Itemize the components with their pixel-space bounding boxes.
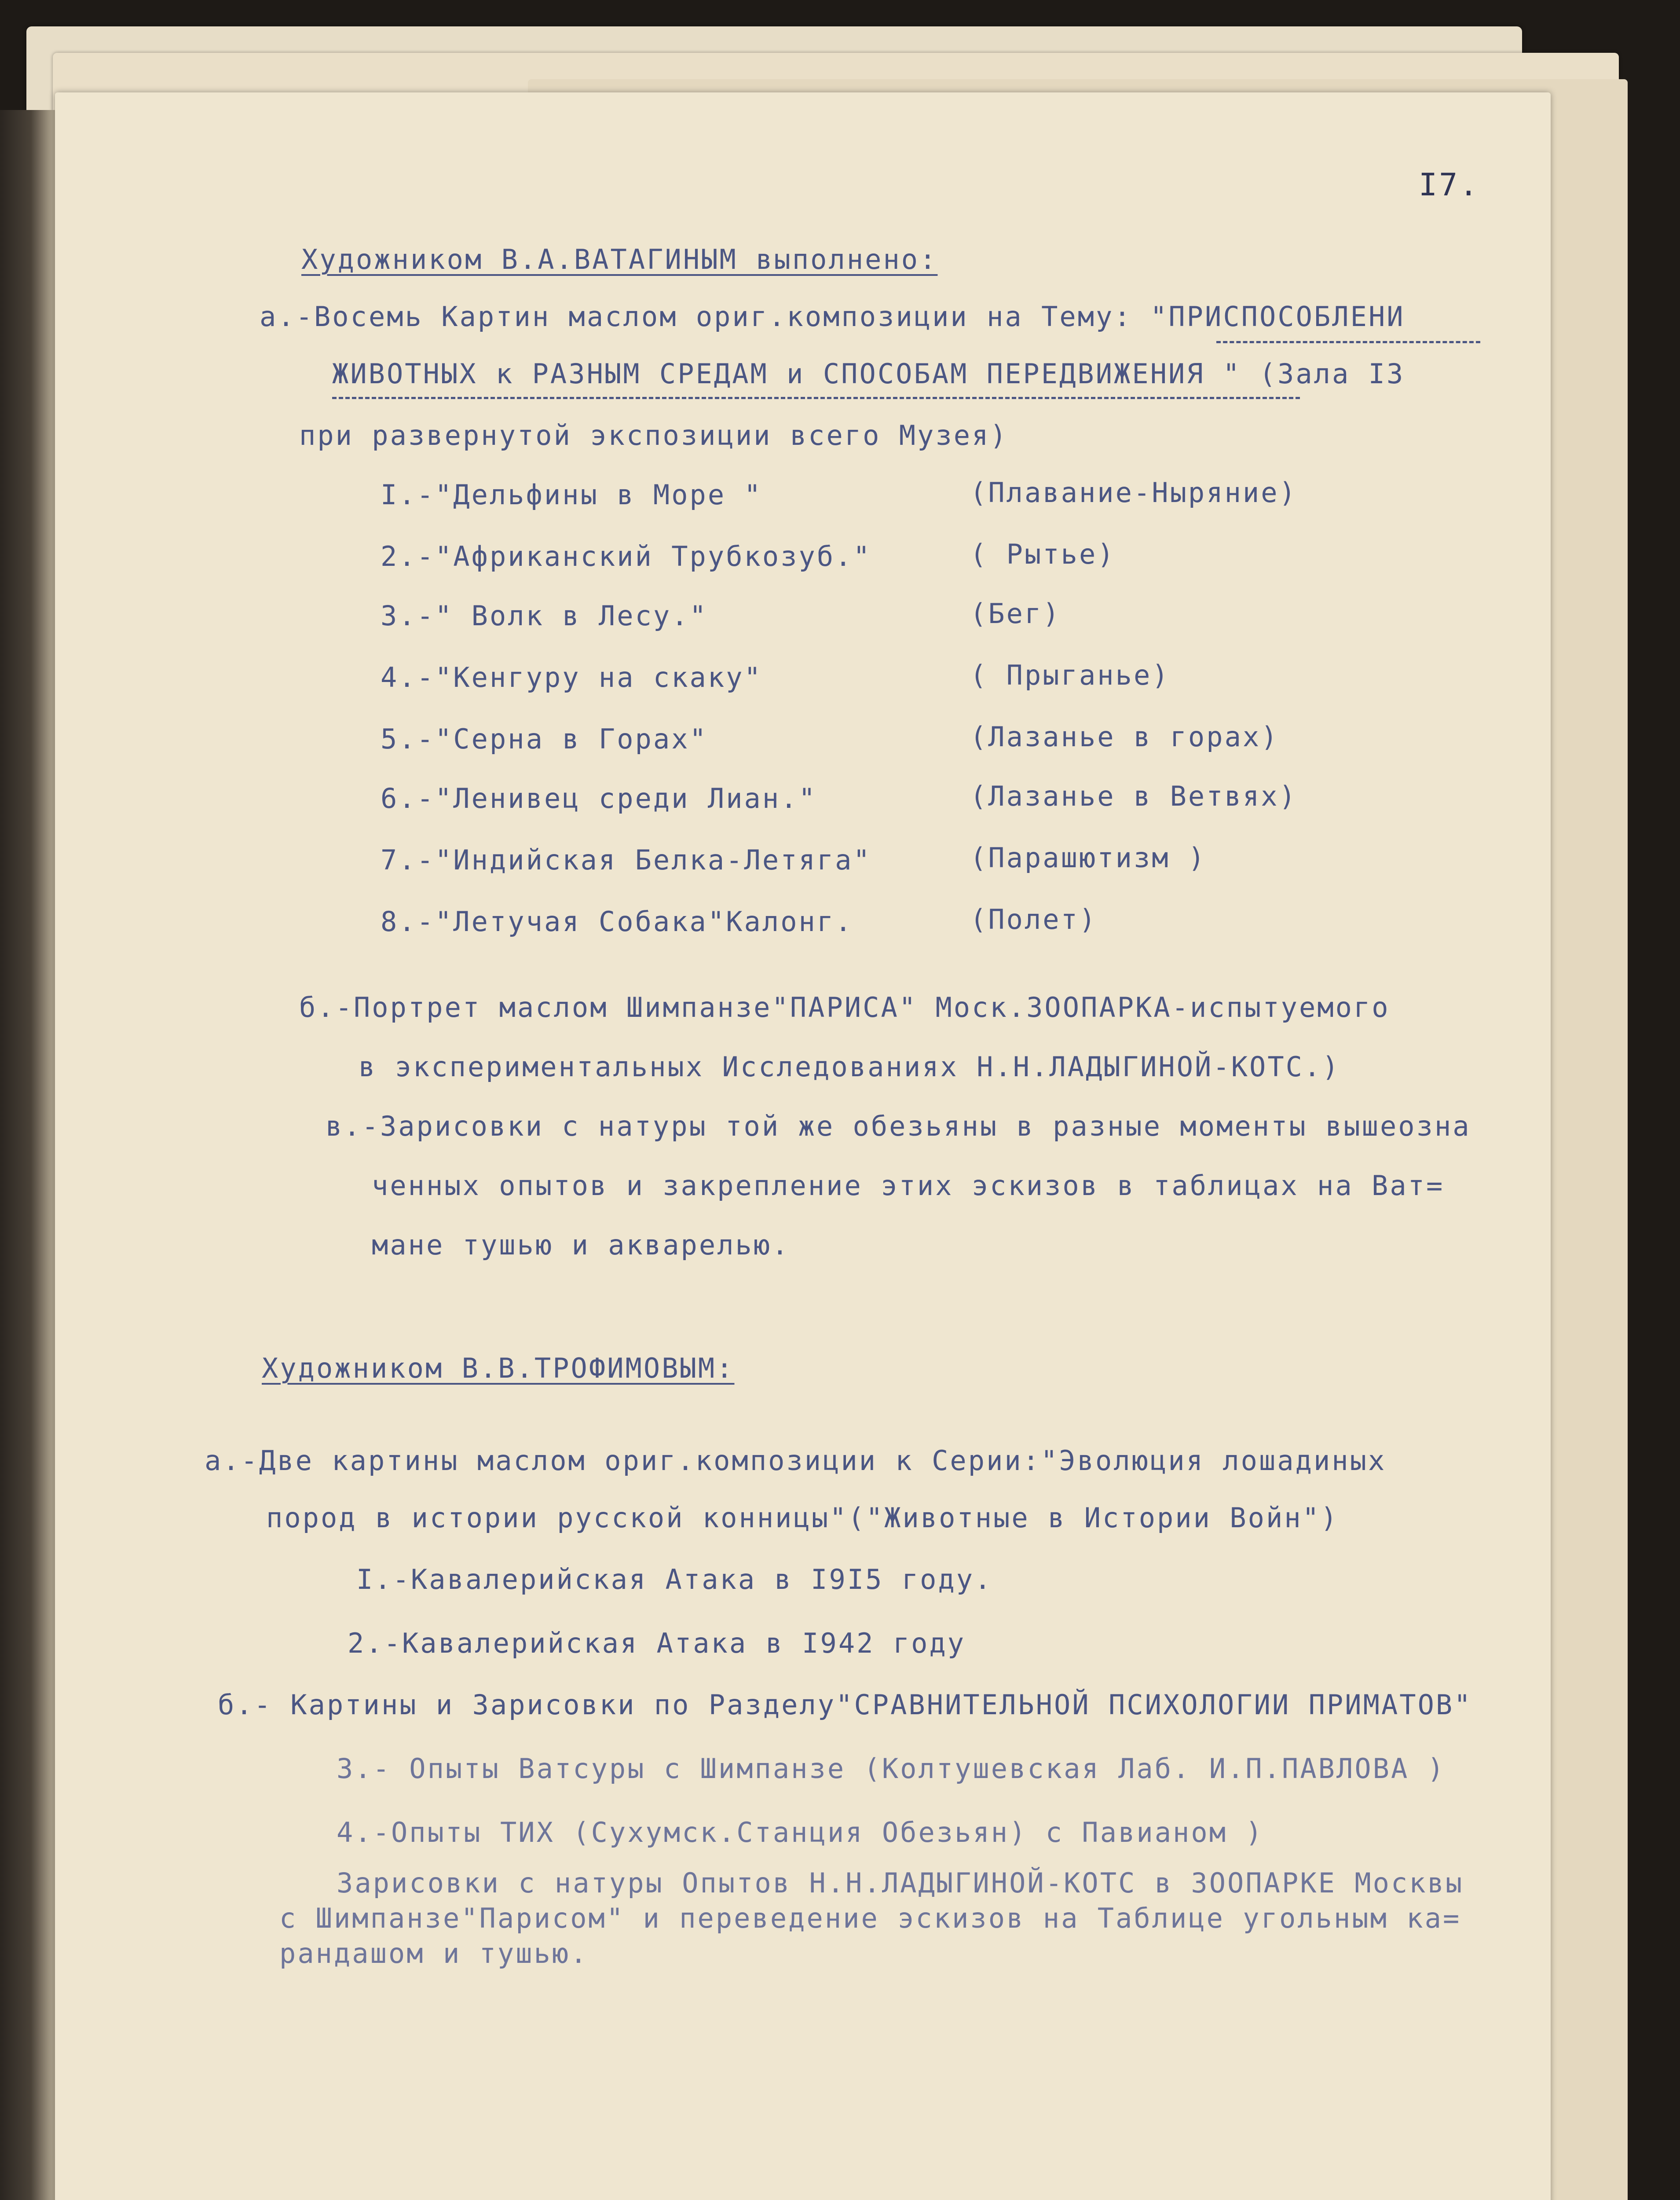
text-line: в экспериментальных Исследованиях Н.Н.ЛАДЫГИНОЙ-КОТС.) — [359, 1051, 1340, 1083]
painting-title: 2.-Кавалерийская Атака в I942 году — [348, 1627, 966, 1659]
painting-note: (Парашютизм ) — [970, 842, 1207, 874]
text-line: Зарисовки с натуры Опытов Н.Н.ЛАДЫГИНОЙ-КОТС в ЗООПАРКЕ Москвы — [337, 1867, 1464, 1899]
painting-title: 2.-"Африканский Трубкозуб." — [381, 540, 871, 572]
painting-title: I.-"Дельфины в Море " — [381, 479, 762, 511]
text-line: мане тушью и акварелью. — [372, 1229, 790, 1261]
painting-note: (Бег) — [970, 598, 1061, 630]
painting-title: 8.-"Летучая Собака"Калонг. — [381, 906, 853, 938]
text-line: б.- Картины и Зарисовки по Разделу"СРАВНИТЕЛЬНОЙ ПСИХОЛОГИИ ПРИМАТОВ" — [218, 1689, 1472, 1721]
text-line: б.-Портрет маслом Шимпанзе"ПАРИСА" Моск.ЗООПАРКА-испытуемого — [299, 991, 1390, 1023]
text-line: ЖИВОТНЫХ к РАЗНЫМ СРЕДАМ и СПОСОБАМ ПЕРЕДВИЖЕНИЯ " (Зала I3 — [332, 358, 1405, 390]
text-line: с Шимпанзе"Парисом" и переведение эскизов на Таблице угольным ка= — [279, 1902, 1461, 1934]
painting-title: 6.-"Ленивец среди Лиан." — [381, 782, 817, 814]
text-line: а.-Восемь Картин маслом ориг.композиции на Тему: "ПРИСПОСОБЛЕНИ — [260, 301, 1405, 333]
text-line: 4.-Опыты ТИХ (Сухумск.Станция Обезьян) с Павианом ) — [337, 1816, 1264, 1848]
section-heading: Художником В.В.ТРОФИМОВЫМ: — [262, 1352, 735, 1384]
painting-note: ( Прыганье) — [970, 659, 1170, 691]
text-line: рандашом и тушью. — [279, 1937, 589, 1969]
section-heading: Художником В.А.ВАТАГИНЫМ выполнено: — [301, 243, 938, 275]
painting-title: 4.-"Кенгуру на скаку" — [381, 661, 762, 693]
page-number: I7. — [1419, 167, 1480, 203]
text-line: 3.- Опыты Ватсуры с Шимпанзе (Колтушевская Лаб. И.П.ПАВЛОВА ) — [337, 1753, 1446, 1785]
text-line: пород в истории русской конницы"("Животные в Истории Войн") — [266, 1502, 1339, 1534]
painting-note: (Лазанье в Ветвях) — [970, 780, 1297, 812]
underline — [332, 397, 1300, 399]
painting-title: 5.-"Серна в Горах" — [381, 723, 708, 755]
text-line: ченных опытов и закрепление этих эскизов в таблицах на Ват= — [372, 1170, 1445, 1202]
painting-title: I.-Кавалерийская Атака в I9I5 году. — [356, 1563, 993, 1595]
painting-note: (Полет) — [970, 903, 1098, 935]
underline — [1216, 341, 1480, 343]
text-line: а.-Две картины маслом ориг.композиции к Серии:"Эволюция лошадиных — [205, 1445, 1387, 1477]
binding-edge — [0, 110, 62, 2200]
painting-note: (Лазанье в горах) — [970, 721, 1279, 753]
painting-note: (Плавание-Ныряние) — [970, 477, 1297, 509]
text-line: в.-Зарисовки с натуры той же обезьяны в разные моменты вышеозна — [326, 1110, 1471, 1142]
painting-title: 3.-" Волк в Лесу." — [381, 600, 708, 632]
painting-note: ( Рытье) — [970, 538, 1116, 570]
painting-title: 7.-"Индийская Белка-Летяга" — [381, 844, 871, 876]
text-line: при развернутой экспозиции всего Музея) — [299, 419, 1008, 451]
document-page — [55, 92, 1551, 2200]
